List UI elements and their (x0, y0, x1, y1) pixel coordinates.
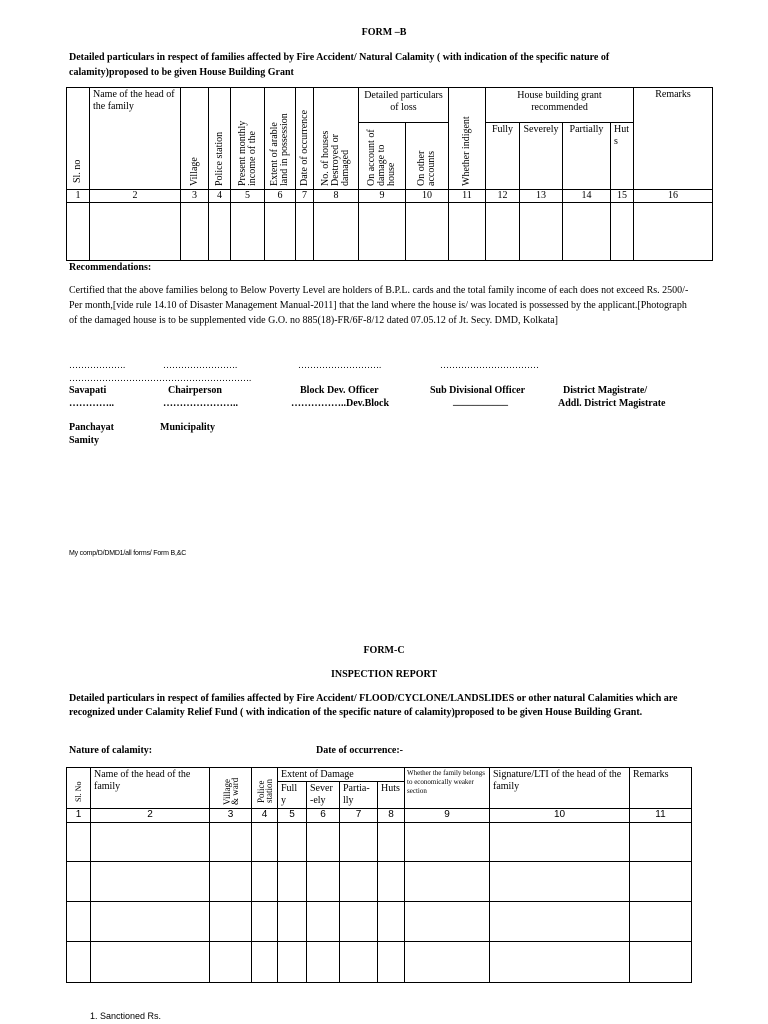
col-income: Present monthly income of the (231, 88, 265, 190)
sig-chairperson: Chairperson (168, 385, 222, 396)
form-c-empty-row[interactable] (67, 862, 692, 902)
dots-1: ………………. (69, 360, 126, 370)
form-b-title: FORM –B (361, 27, 407, 38)
c-col-full: Full y (278, 782, 307, 809)
date-of-occurrence-label: Date of occurrence:- (316, 745, 403, 756)
form-b-heading: Detailed particulars in respect of families affected by Fire Accident/ Natural Calamity ( with indication of the specific nature of calamity)proposed to be given House Building Grant (69, 52, 610, 78)
sig-samity: Samity (69, 435, 99, 446)
col-village: Village (181, 88, 209, 190)
c-col-extent-group: Extent of Damage (278, 768, 405, 782)
col-other-accounts: On other accounts (406, 123, 449, 190)
col-fully: Fully (486, 123, 520, 190)
col-head-name: Name of the head of the family (90, 88, 181, 190)
c-col-head-name: Name of the head of the family (91, 768, 210, 809)
sig-bdo: Block Dev. Officer (300, 385, 379, 396)
sig-dm: District Magistrate/ (563, 385, 648, 396)
form-c-subtitle: INSPECTION REPORT (330, 669, 438, 680)
form-c-title: FORM-C (363, 645, 405, 656)
sig-sdo: Sub Divisional Officer (430, 385, 526, 396)
col-damage-house: On account of damage to house (359, 123, 406, 190)
col-remarks: Remarks (634, 88, 713, 190)
c-col-police: Police station (252, 768, 278, 809)
sig-bdo-dots: ……………..Dev.Block (291, 398, 390, 409)
form-c-empty-row[interactable] (67, 942, 692, 983)
col-date: Date of occurrence (296, 88, 314, 190)
form-b-table (66, 87, 713, 261)
dots-2: ……………………. (163, 360, 238, 370)
form-c-table (66, 767, 692, 983)
form-c-empty-row[interactable] (67, 902, 692, 942)
sig-municipality: Municipality (160, 422, 216, 433)
col-partially: Partially (563, 123, 611, 190)
c-col-severely: Sever -ely (307, 782, 340, 809)
col-indigent: Whether indigent (449, 88, 486, 190)
form-b-empty-row[interactable] (67, 203, 713, 261)
nature-of-calamity-label: Nature of calamity: (69, 745, 153, 756)
col-houses: No. of houses Destroyed or damaged (314, 88, 359, 190)
sanctioned-line: 1. Sanctioned Rs. (90, 1011, 162, 1021)
sig-panchayat: Panchayat (69, 422, 114, 433)
certificate-text: Certified that the above families belong to Below Poverty Level are holders of B.P.L. cards and the total family income of each does not exceed Rs. 2500/- Per month,[vide rule 14.10 of Disaster Management Manual-2011] that the land where the house is/ was located is possessed by the applicant.[Photograph of the damaged house is to be supplemented vide G.O. no 885(18)-FR/6F-8/12 dated 07.05.12 of Jt. Secy. DMD, Kolkata] (69, 285, 689, 326)
c-col-remarks: Remarks (630, 768, 692, 809)
dots-3: ………………………. (298, 360, 382, 370)
form-c-heading: Detailed particulars in respect of families affected by Fire Accident/ FLOOD/CYCLONE/LANDSLIDES or other natural Calamities which are recognized under Calamity Relief Fund ( with indication of the specific nature of calamity)proposed to be given House Building Grant. (69, 693, 678, 718)
form-c-number-row: 1 2 3 4 5 6 7 8 9 10 11 (67, 809, 692, 823)
col-police-station: Police station (209, 88, 231, 190)
sig-savapati: Savapati (69, 385, 107, 396)
c-col-weaker: Whether the family belongs to economically weaker section (405, 768, 490, 809)
dots-4: …………………………… (440, 360, 539, 370)
form-b-number-row: 1 2 3 4 5 6 7 8 9 10 11 12 13 14 15 16 (67, 190, 713, 203)
col-loss-group: Detailed particulars of loss (359, 88, 449, 123)
form-c-empty-row[interactable] (67, 823, 692, 862)
col-severely: Severely (520, 123, 563, 190)
col-sl-no: Sl. no (67, 88, 90, 190)
c-col-signature: Signature/LTI of the head of the family (490, 768, 630, 809)
dots-5: ……………………………………………………. (69, 373, 252, 383)
recommendations-label: Recommendations: (69, 262, 152, 273)
sig-savapati-dots: ………….. (69, 398, 114, 409)
c-col-village: Village & ward (210, 768, 252, 809)
sig-chairperson-dots: ………………….. (163, 398, 238, 409)
footer-path: My comp/D/DMD1/all forms/ Form B,&C (69, 550, 187, 557)
sig-sdo-line: ___________ (453, 396, 508, 407)
c-col-sl-no: Sl. No (67, 768, 91, 809)
c-col-partially: Partia- lly (340, 782, 378, 809)
col-grant-group: House building grant recommended (486, 88, 634, 123)
c-col-huts: Huts (378, 782, 405, 809)
col-land: Extent of arable land in possession (265, 88, 296, 190)
sig-adm: Addl. District Magistrate (558, 398, 666, 409)
col-huts: Hut s (611, 123, 634, 190)
